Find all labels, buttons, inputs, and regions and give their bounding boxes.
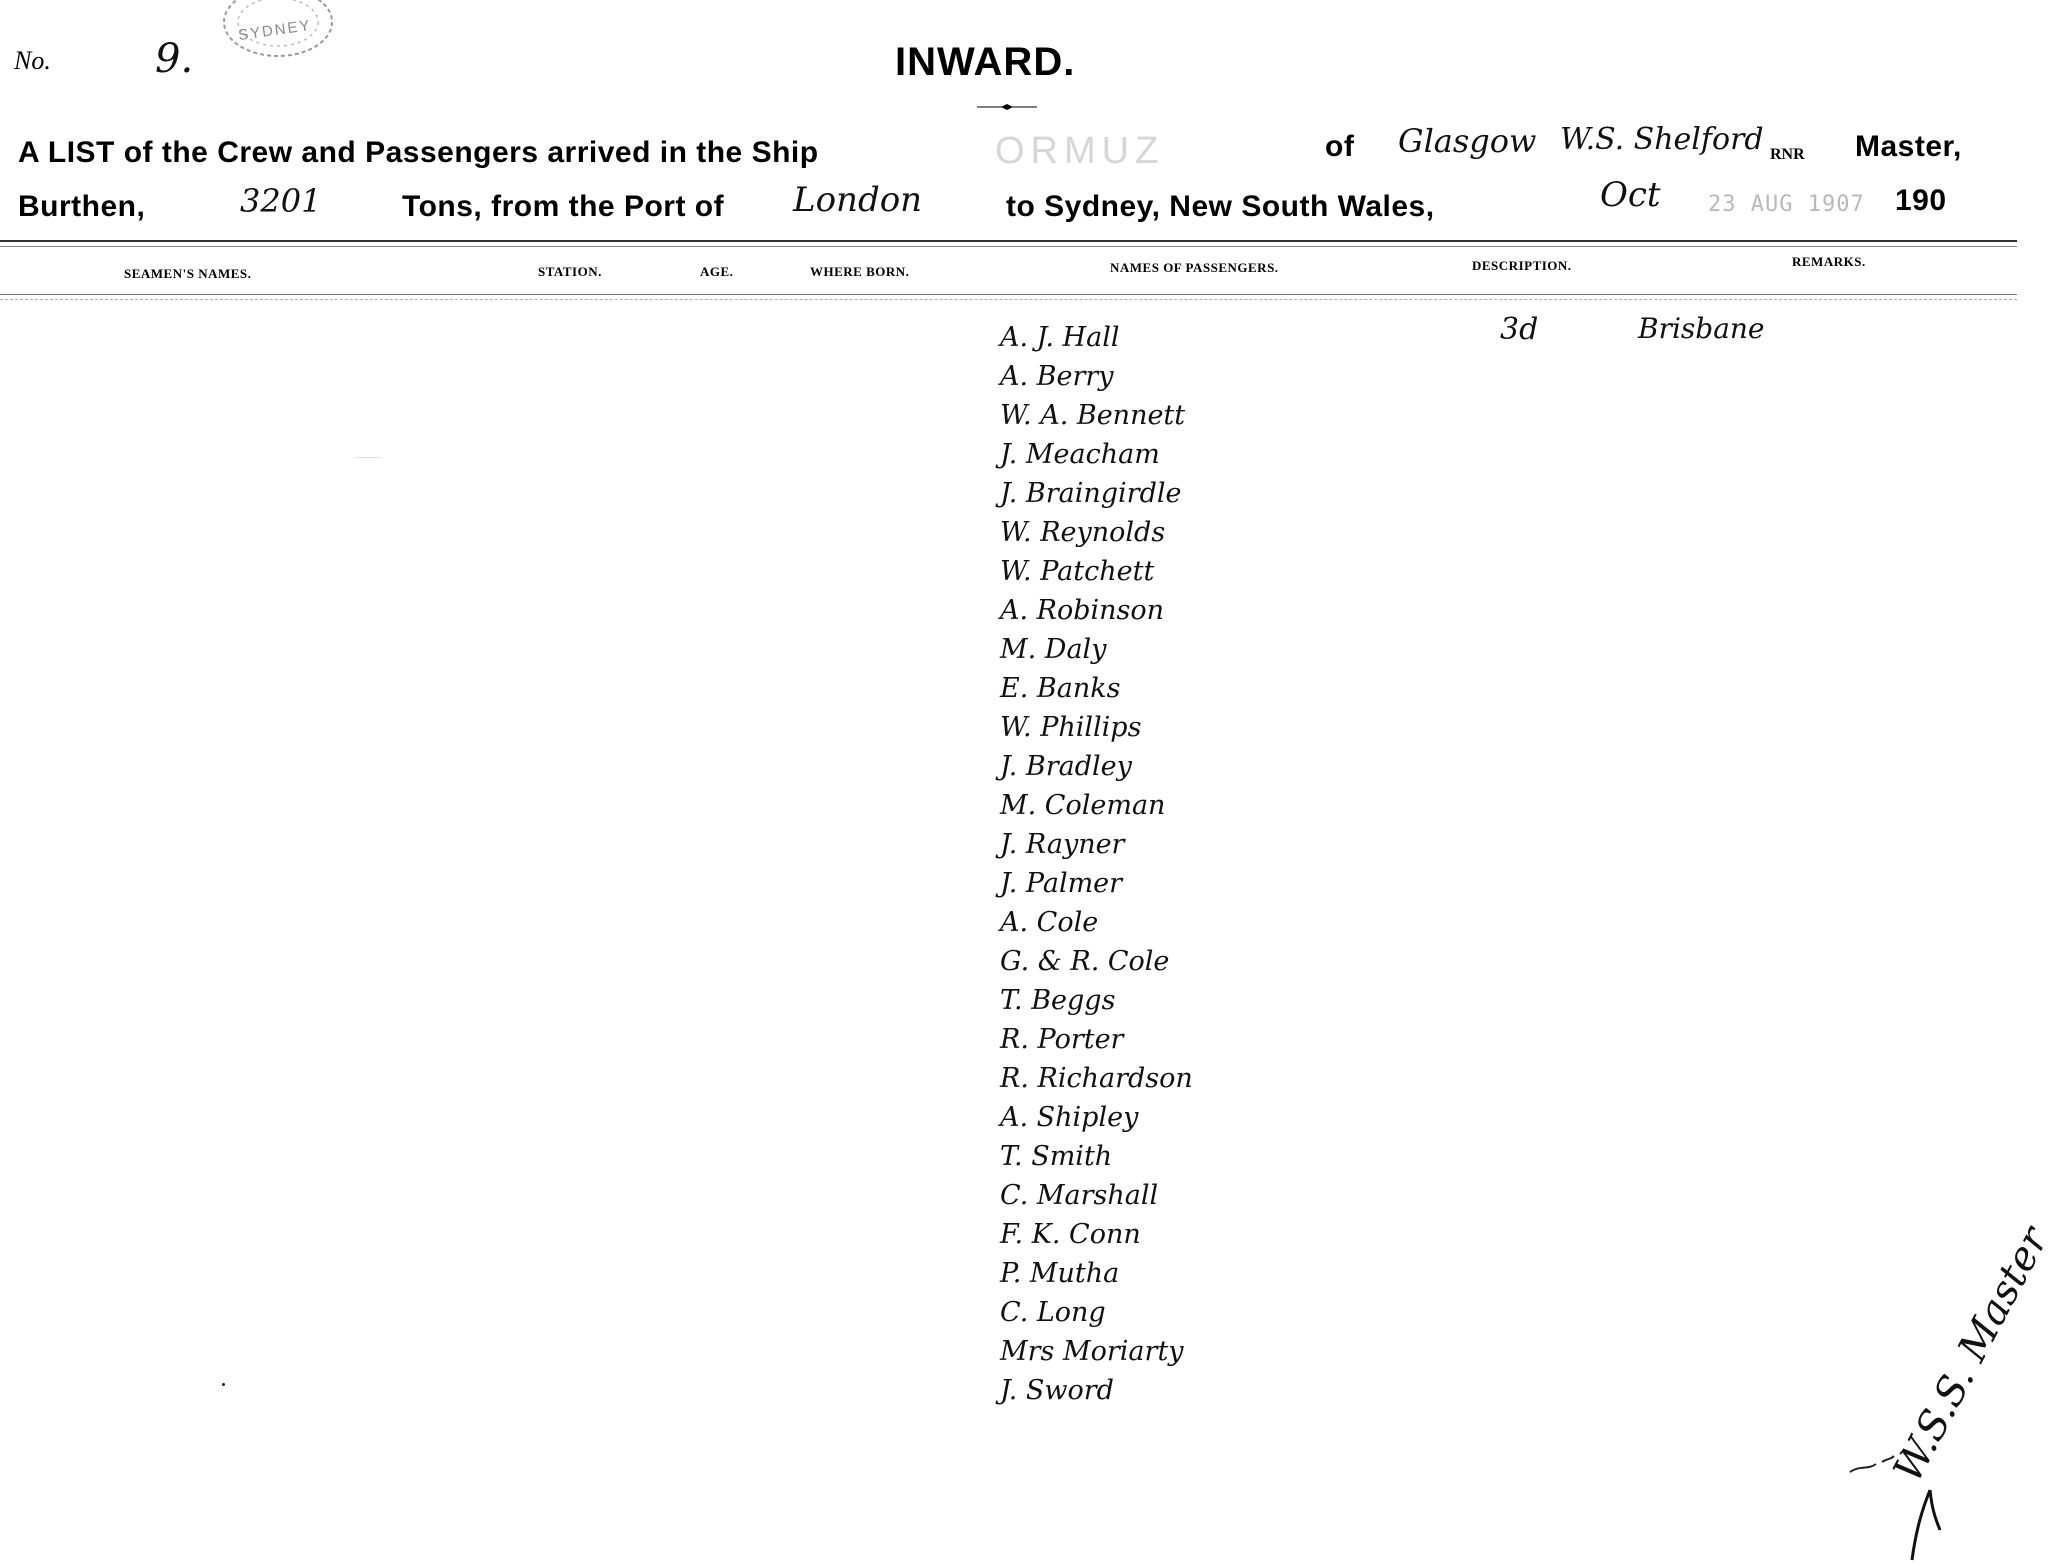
scan-speck xyxy=(222,1383,225,1386)
passenger-name: E. Banks xyxy=(1000,673,1121,704)
passenger-name: W. Reynolds xyxy=(1000,517,1166,548)
passenger-name: A. Cole xyxy=(1000,907,1099,938)
passenger-name: J. Meacham xyxy=(1000,439,1160,470)
tons-value: 3201 xyxy=(240,182,322,220)
master-label: Master, xyxy=(1855,130,1962,163)
of-label: of xyxy=(1325,130,1355,163)
number-value: 9. xyxy=(155,36,194,82)
burthen-label: Burthen, xyxy=(18,190,146,223)
passenger-name: W. A. Bennett xyxy=(1000,400,1186,431)
number-label: No. xyxy=(14,46,51,75)
passenger-name: A. Robinson xyxy=(1000,595,1165,626)
passenger-name: T. Smith xyxy=(1000,1141,1113,1172)
remarks-value: Brisbane xyxy=(1638,312,1765,345)
passenger-name: J. Sword xyxy=(1000,1375,1114,1406)
passenger-name: W. Patchett xyxy=(1000,556,1155,587)
header-rule-bottom xyxy=(0,294,2017,295)
passenger-name: A. Berry xyxy=(1000,361,1114,392)
passenger-name: M. Coleman xyxy=(1000,790,1166,821)
passenger-name: W. Phillips xyxy=(1000,712,1142,743)
passenger-name: Mrs Moriarty xyxy=(1000,1336,1184,1367)
passenger-name: J. Palmer xyxy=(1000,868,1123,899)
scan-speck xyxy=(353,457,383,458)
year-label: 190 xyxy=(1895,184,1947,217)
passenger-name: R. Porter xyxy=(1000,1024,1124,1055)
list-heading-text: A LIST of the Crew and Passengers arrived in the Ship xyxy=(18,136,819,169)
master-name-value: W.S. Shelford xyxy=(1560,122,1764,157)
passenger-name: A. Shipley xyxy=(1000,1102,1139,1133)
document-title: INWARD. xyxy=(895,40,1076,84)
passenger-name: C. Long xyxy=(1000,1297,1106,1328)
from-port-value: London xyxy=(793,180,923,220)
passenger-name: C. Marshall xyxy=(1000,1180,1159,1211)
passenger-name: M. Daly xyxy=(1000,634,1107,665)
date-handwritten: Oct xyxy=(1600,175,1661,215)
ship-name-stamp: ORMUZ xyxy=(995,130,1165,172)
passenger-name: F. K. Conn xyxy=(1000,1219,1141,1250)
passenger-name: P. Mutha xyxy=(1000,1258,1120,1289)
passenger-name: J. Braingirdle xyxy=(1000,478,1182,509)
column-header-description: DESCRIPTION. xyxy=(1472,258,1572,273)
description-value: 3d xyxy=(1500,312,1539,347)
column-header-passengers: NAMES OF PASSENGERS. xyxy=(1110,260,1279,275)
passenger-name: G. & R. Cole xyxy=(1000,946,1170,977)
passenger-list xyxy=(1000,318,1193,1410)
passenger-name: J. Bradley xyxy=(1000,751,1132,782)
stamp-text: SYDNEY xyxy=(237,16,313,45)
column-header-age: AGE. xyxy=(700,264,734,279)
master-suffix: RNR xyxy=(1770,146,1805,163)
header-rule-bottom-secondary xyxy=(0,299,2017,300)
passenger-name: R. Richardson xyxy=(1000,1063,1193,1094)
passenger-name: T. Beggs xyxy=(1000,985,1116,1016)
tons-label: Tons, from the Port of xyxy=(402,190,725,223)
title-ornament xyxy=(977,104,1037,110)
passenger-name: A. J. Hall xyxy=(1000,322,1120,353)
master-signature: W.S.S. Master xyxy=(1885,1219,2058,1490)
header-rule-top xyxy=(0,240,2017,242)
home-port-value: Glasgow xyxy=(1398,122,1537,160)
destination-label: to Sydney, New South Wales, xyxy=(1006,190,1435,223)
column-header-remarks: REMARKS. xyxy=(1792,254,1866,269)
column-header-where-born: WHERE BORN. xyxy=(810,264,910,279)
date-stamp: 23 AUG 1907 xyxy=(1708,192,1865,217)
header-rule-top-secondary xyxy=(0,246,2017,247)
column-header-station: STATION. xyxy=(538,264,602,279)
column-header-seamen: SEAMEN'S NAMES. xyxy=(124,266,252,281)
passenger-name: J. Rayner xyxy=(1000,829,1125,860)
